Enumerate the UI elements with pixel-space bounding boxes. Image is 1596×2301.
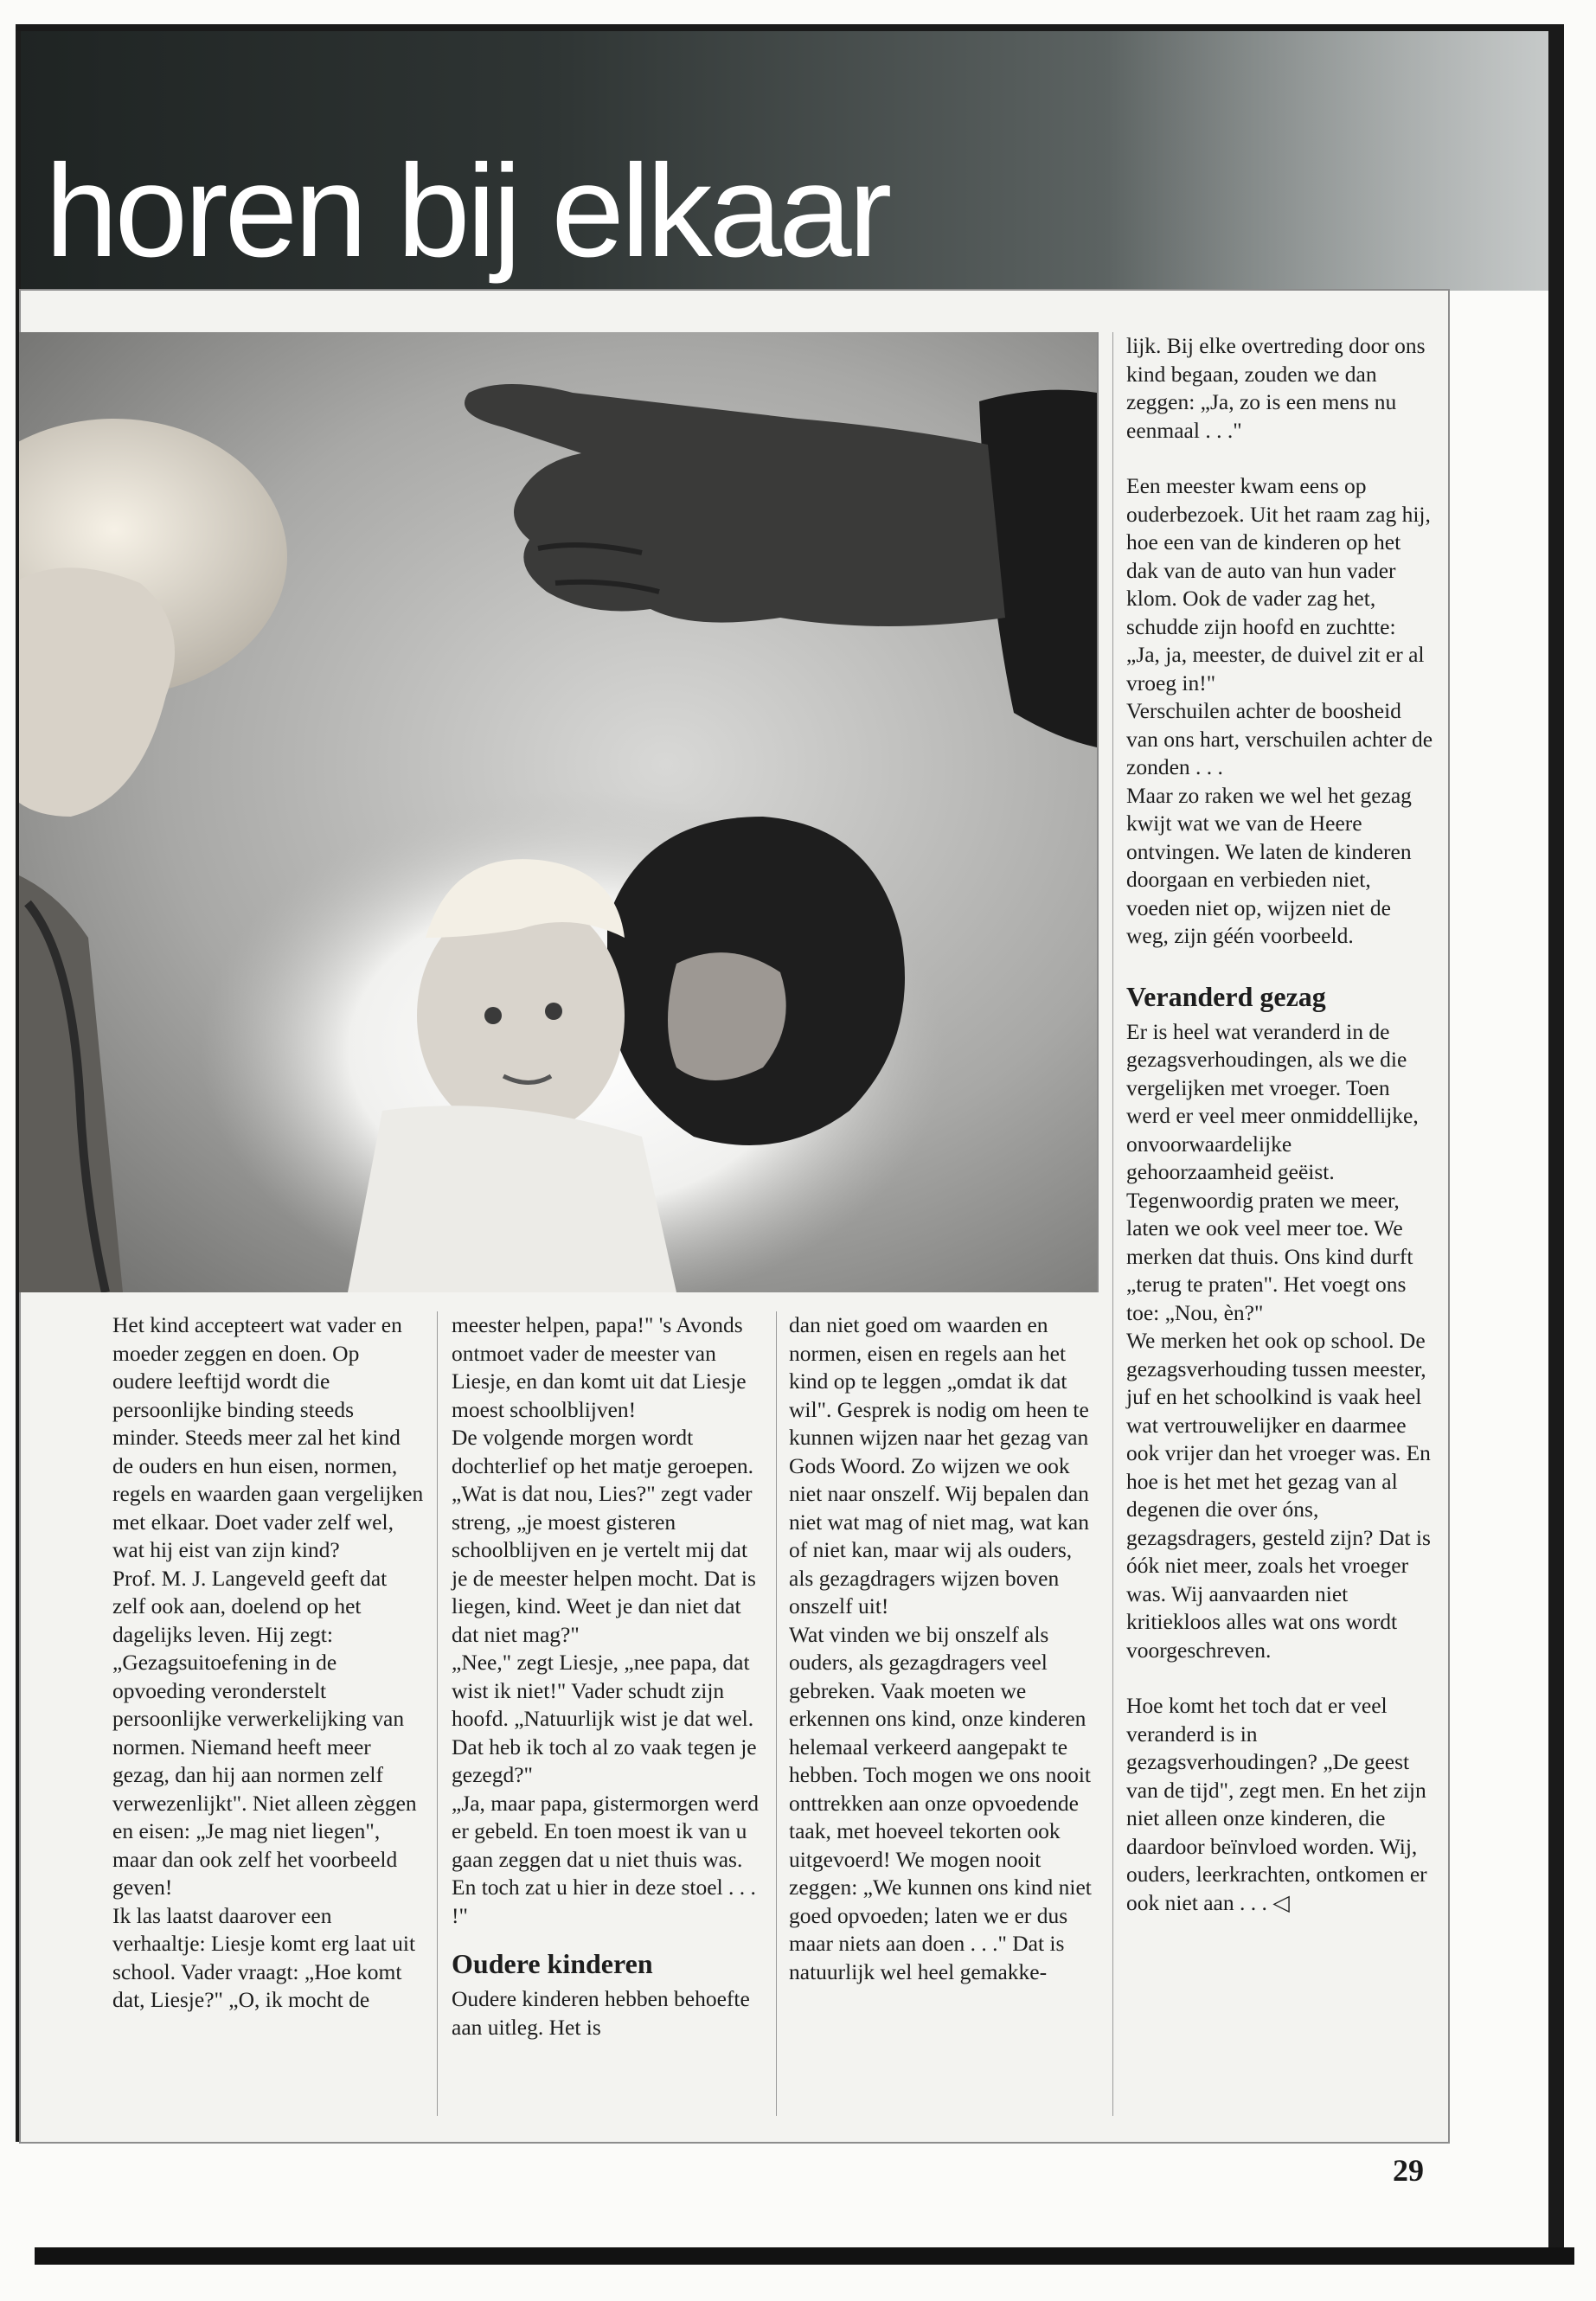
paragraph: Het kind accepteert wat vader en moeder zeggen en doen. Op oudere leeftijd wordt die persoonlijke binding steeds minder. Steeds meer zal het kind de ouders en hun eisen, normen, regels en waarden gaan vergelijken met elkaar. Doet vader zelf wel, wat hij eist van zijn kind? xyxy=(112,1312,424,1562)
paragraph: Ik las laatst daarover een verhaaltje: Liesje komt erg laat uit school. Vader vraagt: „Hoe komt dat, Liesje?" „O, ik mocht de xyxy=(112,1902,416,2012)
paragraph: De volgende morgen wordt dochterlief op het matje geroepen. „Wat is dat nou, Lies?" zegt vader streng, „je moest gisteren schoolblijven en je vertelt mij dat je de meester helpen mocht. Dat is liegen, kind. Weet je dan niet dat dat niet mag?" xyxy=(452,1425,756,1647)
bottom-border xyxy=(35,2247,1574,2265)
title-band-fade xyxy=(1107,31,1557,291)
page-title: horen bij elkaar xyxy=(45,138,889,285)
article-column-3 xyxy=(789,1311,1100,1986)
column-separator xyxy=(776,1311,777,2116)
right-border xyxy=(1548,26,1564,2265)
page-number: 29 xyxy=(1393,2153,1424,2188)
paragraph: dan niet goed om waarden en normen, eisen en regels aan het kind op te leggen „omdat ik dat wil". Gesprek is nodig om heen te kunnen wijzen naar het gezag van Gods Woord. Zo wijzen we ook niet naar onszelf. Wij bepalen dan niet wat mag of niet mag, wat kan of niet kan, maar wij als ouders, als gezagdragers wijzen boven onszelf uit! xyxy=(789,1312,1089,1618)
photo-edge xyxy=(1097,332,1099,1292)
section-heading-veranderd-gezag: Veranderd gezag xyxy=(1126,980,1326,1012)
paragraph: Oudere kinderen hebben behoefte aan uitleg. Het is xyxy=(452,1986,750,2040)
paragraph: „Nee," zegt Liesje, „nee papa, dat wist ik niet!" Vader schudt zijn hoofd. „Natuurlijk wist je dat wel. Dat heb ik toch al zo vaak tegen je gezegd?" xyxy=(452,1650,757,1787)
article-column-4 xyxy=(1126,332,1433,1917)
paragraph: Prof. M. J. Langeveld geeft dat zelf ook aan, doelend op het dagelijks leven. Hij zegt: „Gezagsuitoefening in de opvoeding veronderstelt persoonlijke verwerkelijking van normen. Niemand heeft meer gezag, dan hij aan normen zelf verwezenlijkt". Niet alleen zèggen en eisen: „Je mag niet liegen", maar dan ook zelf het voorbeeld geven! xyxy=(112,1565,417,1900)
column-separator xyxy=(1112,332,1113,2116)
column-separator xyxy=(437,1311,438,2116)
paragraph: Verschuilen achter de boosheid van ons hart, verschuilen achter de zonden . . . xyxy=(1126,698,1433,779)
photo-child-mother-pointing-finger-icon xyxy=(19,332,1097,1292)
article-column-2 xyxy=(452,1311,767,2041)
article-photo xyxy=(19,332,1097,1292)
paragraph: lijk. Bij elke overtreding door ons kind begaan, zouden we dan zeggen: „Ja, zo is een mens nu eenmaal . . ." xyxy=(1126,333,1426,443)
article-column-1 xyxy=(112,1311,424,2015)
paragraph: „Ja, maar papa, gistermorgen werd er gebeld. En toen moest ik van u gaan zeggen dat u niet thuis was. En toch zat u hier in deze stoel . . . !" xyxy=(452,1790,759,1928)
paragraph: We merken het ook op school. De gezagsverhouding tussen meester, juf en het schoolkind is vaak heel wat vertrouwelijker en daarmee ook vrijer dan het vroeger was. En hoe is het met het gezag van al degenen die over óns, gezagsdragers, gesteld zijn? Dat is óók niet meer, zoals het vroeger was. Wij aanvaarden niet kritiekloos alles wat ons wordt voorgeschreven. xyxy=(1126,1328,1431,1663)
paragraph: Er is heel wat veranderd in de gezagsverhoudingen, als we die vergelijken met vroeger. Toen werd er veel meer onmiddellijke, onvoorwaardelijke gehoorzaamheid geëist. Tegenwoordig praten we meer, laten we ook veel meer toe. We merken dat thuis. Ons kind durft „terug te praten". Het voegt ons toe: „Nou, èn?" xyxy=(1126,1018,1419,1325)
paragraph: Maar zo raken we wel het gezag kwijt wat we van de Heere ontvingen. We laten de kinderen doorgaan en verbieden niet, voeden niet op, wijzen niet de weg, zijn géén voorbeeld. xyxy=(1126,782,1412,948)
paragraph: Hoe komt het toch dat er veel veranderd is in gezagsverhoudingen? „De geest van de tijd", zegt men. En het zijn niet alleen onze kinderen, die daardoor beïnvloed worden. Wij, ouders, leerkrachten, ontkomen er ook niet aan . . . ◁ xyxy=(1126,1693,1427,1915)
paragraph: meester helpen, papa!" 's Avonds ontmoet vader de meester van Liesje, en dan komt uit dat Liesje moest schoolblijven! xyxy=(452,1312,747,1422)
paragraph: Een meester kwam eens op ouderbezoek. Uit het raam zag hij, hoe een van de kinderen op het dak van de auto van hun vader klom. Ook de vader zag het, schudde zijn hoofd en zuchtte: „Ja, ja, meester, de duivel zit er al vroeg in!" xyxy=(1126,473,1431,695)
section-heading-oudere-kinderen: Oudere kinderen xyxy=(452,1948,653,1979)
paragraph: Wat vinden we bij onszelf als ouders, als gezagdragers veel gebreken. Vaak moeten we erkennen ons kind, onze kinderen helemaal verkeerd aangepakt te hebben. Toch mogen we ons nooit onttrekken aan onze opvoedende taak, met hoeveel tekorten ook uitgevoerd! We mogen nooit zeggen: „We kunnen ons kind niet goed opvoeden; laten we er dus maar niets aan doen . . ." Dat is natuurlijk wel heel gemakke- xyxy=(789,1621,1092,1984)
